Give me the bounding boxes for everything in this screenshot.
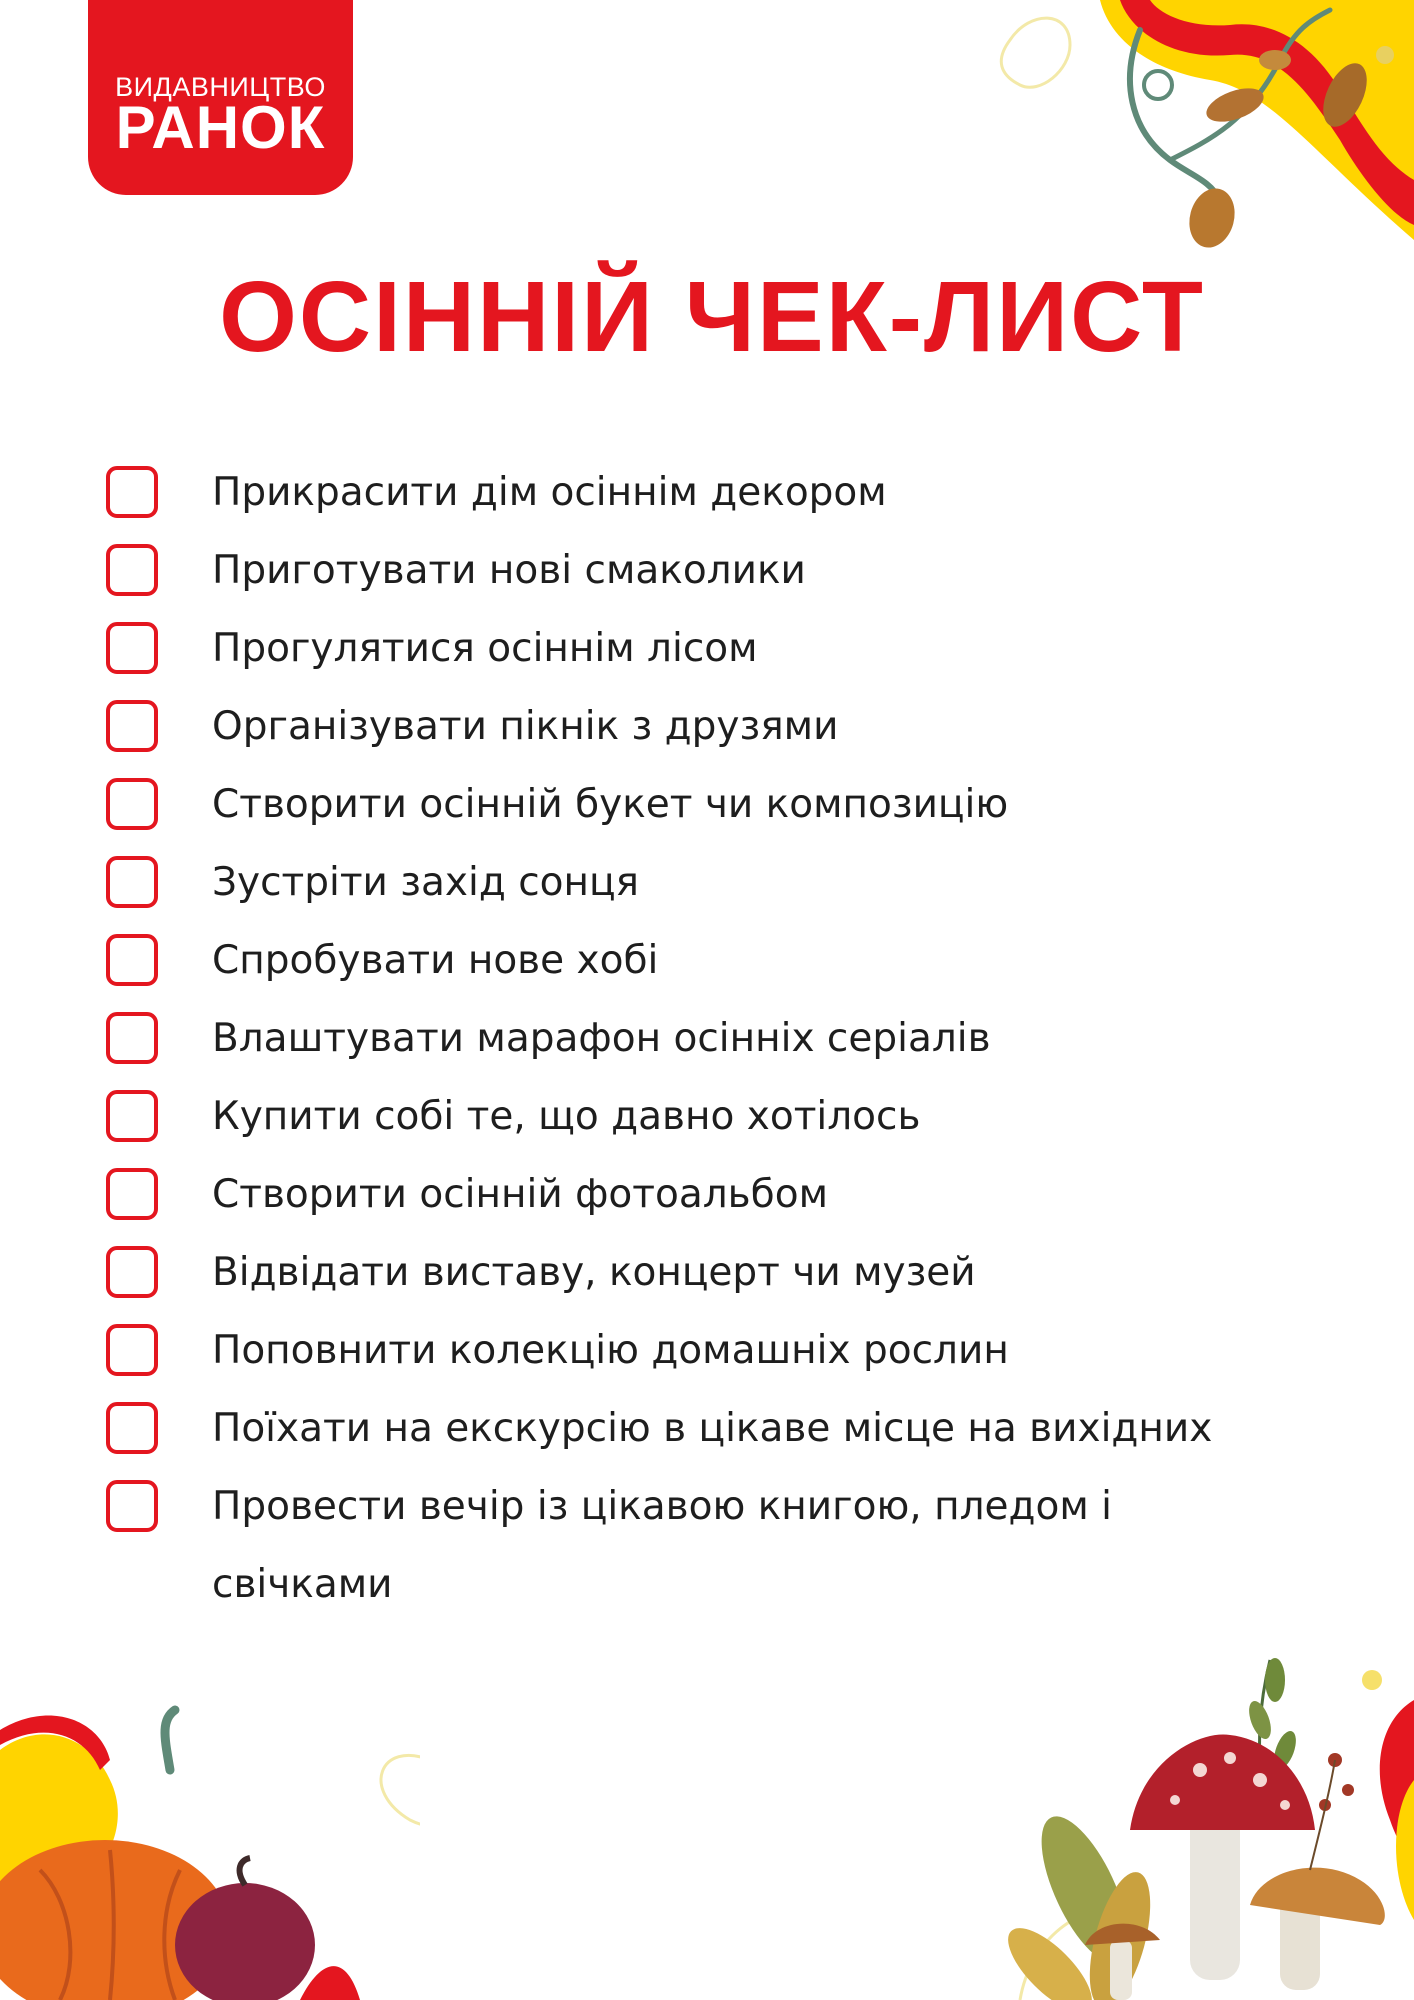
list-item: [0, 464, 1414, 524]
list-item-label: Зустріти захід сонця: [212, 860, 640, 905]
list-item: [0, 1166, 1414, 1226]
logo-name: РАНОК: [115, 94, 326, 161]
checkbox[interactable]: [106, 466, 158, 518]
checkbox[interactable]: [106, 1012, 158, 1064]
checkbox[interactable]: [106, 1402, 158, 1454]
publisher-logo: [88, 0, 353, 195]
list-item: [0, 620, 1414, 680]
list-item: [0, 932, 1414, 992]
page-title: ОСІННІЙ ЧЕК-ЛИСТ: [219, 261, 1205, 373]
list-item: [0, 1010, 1414, 1070]
list-item-label: Влаштувати марафон осінніх серіалів: [212, 1016, 991, 1061]
list-item: [0, 542, 1414, 602]
list-item-label: Приготувати нові смаколики: [212, 548, 806, 593]
mushrooms-decoration: [990, 1640, 1414, 2000]
list-item-label: Створити осінній фотоальбом: [212, 1172, 829, 1217]
list-item-label: Поповнити колекцію домашніх рослин: [212, 1328, 1009, 1373]
checkbox[interactable]: [106, 934, 158, 986]
list-item: [0, 698, 1414, 758]
list-item-label: Створити осінній букет чи композицію: [212, 782, 1009, 827]
list-item-label: Спробувати нове хобі: [212, 938, 659, 983]
checkbox[interactable]: [106, 700, 158, 752]
list-item: [0, 1322, 1414, 1382]
list-item-label: Прогулятися осіннім лісом: [212, 626, 758, 671]
list-item: [0, 1244, 1414, 1304]
list-item-label: Купити собі те, що давно хотілось: [212, 1094, 921, 1139]
checkbox[interactable]: [106, 622, 158, 674]
list-item-label: Прикрасити дім осіннім декором: [212, 470, 887, 515]
pumpkins-decoration: [0, 1700, 420, 2000]
autumn-leaves-decoration: [980, 0, 1414, 260]
list-item-label: Відвідати виставу, концерт чи музей: [212, 1250, 976, 1295]
checkbox[interactable]: [106, 778, 158, 830]
list-item-label: Поїхати на екскурсію в цікаве місце на вихідних: [212, 1406, 1213, 1451]
checkbox[interactable]: [106, 856, 158, 908]
list-item-label: Організувати пікнік з друзями: [212, 704, 839, 749]
list-item: [0, 1478, 1414, 1607]
checkbox[interactable]: [106, 1324, 158, 1376]
list-item: [0, 776, 1414, 836]
checkbox[interactable]: [106, 1168, 158, 1220]
logo-subtitle: ВИДАВНИЦТВО: [115, 72, 326, 102]
list-item: [0, 1400, 1414, 1460]
list-item-label: Провести вечір із цікавою книгою, пледом і свічками: [212, 1484, 1112, 1607]
checkbox[interactable]: [106, 1090, 158, 1142]
checkbox[interactable]: [106, 1480, 158, 1532]
list-item: [0, 854, 1414, 914]
checkbox[interactable]: [106, 1246, 158, 1298]
list-item: [0, 1088, 1414, 1148]
checkbox[interactable]: [106, 544, 158, 596]
